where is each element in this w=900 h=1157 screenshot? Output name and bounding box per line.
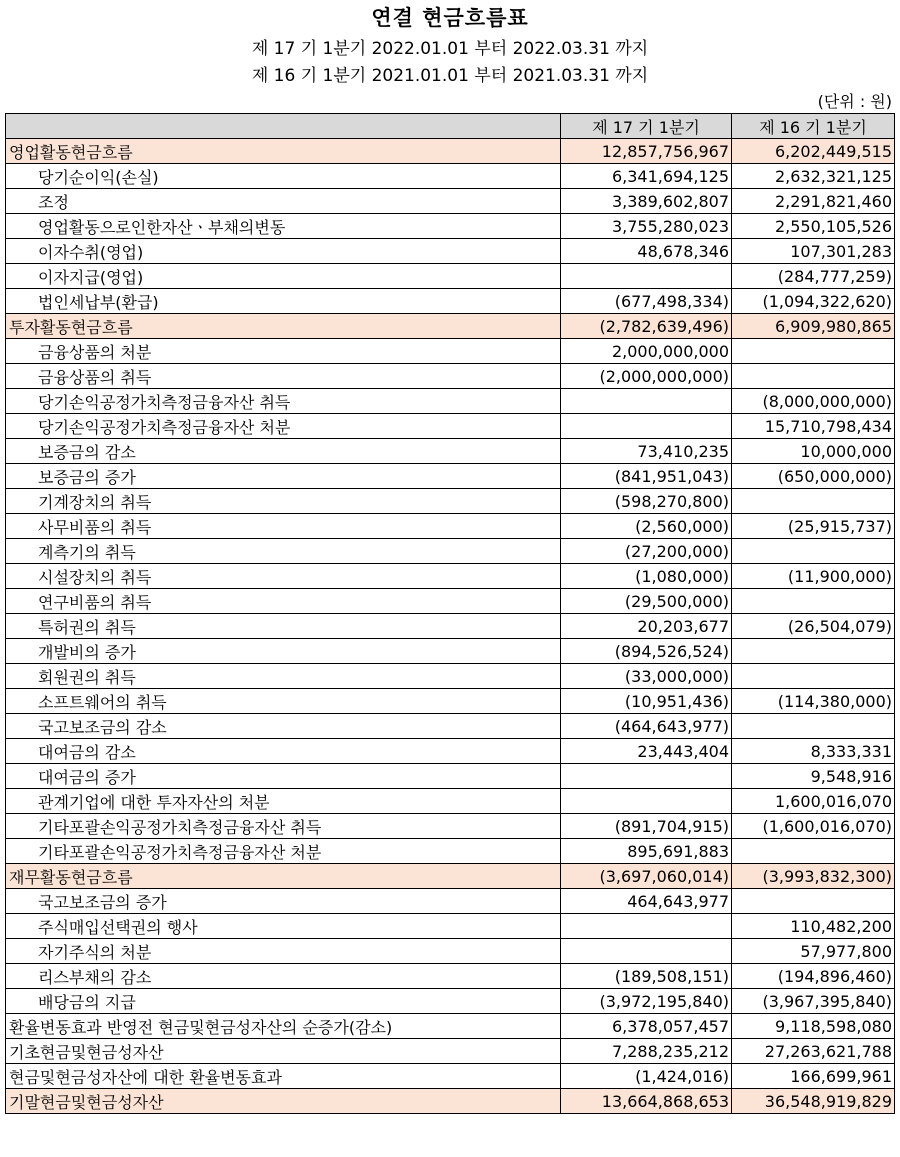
table-row <box>6 339 895 364</box>
row-prior-value <box>732 339 895 364</box>
row-current-value <box>561 914 732 939</box>
row-prior-value: (3,993,832,300) <box>732 864 895 889</box>
row-current-value: 895,691,883 <box>561 839 732 864</box>
row-prior-value: (3,967,395,840) <box>732 989 895 1014</box>
row-prior-value: (1,094,322,620) <box>732 289 895 314</box>
row-current-value: 12,857,756,967 <box>561 139 732 164</box>
row-current-value: (3,972,195,840) <box>561 989 732 1014</box>
row-prior-value <box>732 589 895 614</box>
row-current-value: (2,782,639,496) <box>561 314 732 339</box>
row-label: 국고보조금의 증가 <box>6 889 561 914</box>
row-current-value: (2,000,000,000) <box>561 364 732 389</box>
row-current-value: (29,500,000) <box>561 589 732 614</box>
row-prior-value <box>732 714 895 739</box>
row-label: 투자활동현금흐름 <box>6 314 561 339</box>
cash-flow-table <box>5 113 895 1114</box>
table-row <box>6 864 895 889</box>
table-row <box>6 614 895 639</box>
row-label: 개발비의 증가 <box>6 639 561 664</box>
table-row <box>6 364 895 389</box>
row-label: 회원권의 취득 <box>6 664 561 689</box>
row-prior-value: 36,548,919,829 <box>732 1089 895 1114</box>
row-current-value: 7,288,235,212 <box>561 1039 732 1064</box>
table-row <box>6 289 895 314</box>
unit-label: (단위 : 원) <box>817 92 892 111</box>
row-current-value: 6,378,057,457 <box>561 1014 732 1039</box>
table-body <box>6 139 895 1114</box>
row-label: 법인세납부(환급) <box>6 289 561 314</box>
table-row <box>6 814 895 839</box>
row-current-value: 73,410,235 <box>561 439 732 464</box>
table-row <box>6 889 895 914</box>
table-header-row <box>6 114 895 139</box>
row-prior-value: 107,301,283 <box>732 239 895 264</box>
row-label: 금융상품의 처분 <box>6 339 561 364</box>
row-current-value: (1,080,000) <box>561 564 732 589</box>
row-prior-value: 15,710,798,434 <box>732 414 895 439</box>
row-current-value <box>561 414 732 439</box>
row-current-value: (677,498,334) <box>561 289 732 314</box>
row-prior-value <box>732 489 895 514</box>
row-prior-value: 2,291,821,460 <box>732 189 895 214</box>
row-current-value: 6,341,694,125 <box>561 164 732 189</box>
row-prior-value: 166,699,961 <box>732 1064 895 1089</box>
row-prior-value <box>732 364 895 389</box>
row-prior-value: 8,333,331 <box>732 739 895 764</box>
table-row <box>6 914 895 939</box>
row-current-value: (464,643,977) <box>561 714 732 739</box>
table-row <box>6 514 895 539</box>
row-label: 이자지급(영업) <box>6 264 561 289</box>
row-prior-value: 6,202,449,515 <box>732 139 895 164</box>
row-label: 기타포괄손익공정가치측정금융자산 취득 <box>6 814 561 839</box>
header-current-period: 제 17 기 1분기 <box>561 114 732 139</box>
row-current-value: 464,643,977 <box>561 889 732 914</box>
row-label: 주식매입선택권의 행사 <box>6 914 561 939</box>
row-label: 계측기의 취득 <box>6 539 561 564</box>
table-row <box>6 414 895 439</box>
table-row <box>6 589 895 614</box>
table-row <box>6 1064 895 1089</box>
row-current-value: (891,704,915) <box>561 814 732 839</box>
row-prior-value <box>732 539 895 564</box>
header-label-cell <box>6 114 561 139</box>
row-label: 보증금의 감소 <box>6 439 561 464</box>
row-label: 사무비품의 취득 <box>6 514 561 539</box>
row-label: 현금및현금성자산에 대한 환율변동효과 <box>6 1064 561 1089</box>
row-label: 영업활동으로인한자산ㆍ부채의변동 <box>6 214 561 239</box>
table-row <box>6 1089 895 1114</box>
table-row <box>6 639 895 664</box>
row-label: 조정 <box>6 189 561 214</box>
table-row <box>6 314 895 339</box>
row-label: 이자수취(영업) <box>6 239 561 264</box>
row-label: 당기손익공정가치측정금융자산 취득 <box>6 389 561 414</box>
row-current-value: 13,664,868,653 <box>561 1089 732 1114</box>
row-prior-value: 27,263,621,788 <box>732 1039 895 1064</box>
row-label: 기말현금및현금성자산 <box>6 1089 561 1114</box>
row-label: 당기순이익(손실) <box>6 164 561 189</box>
row-label: 리스부채의 감소 <box>6 964 561 989</box>
table-row <box>6 1039 895 1064</box>
table-row <box>6 789 895 814</box>
row-prior-value <box>732 639 895 664</box>
row-label: 영업활동현금흐름 <box>6 139 561 164</box>
row-current-value <box>561 789 732 814</box>
row-prior-value: (284,777,259) <box>732 264 895 289</box>
row-prior-value: 1,600,016,070 <box>732 789 895 814</box>
table-row <box>6 264 895 289</box>
row-label: 보증금의 증가 <box>6 464 561 489</box>
row-prior-value: (1,600,016,070) <box>732 814 895 839</box>
table-row <box>6 389 895 414</box>
row-prior-value: (194,896,460) <box>732 964 895 989</box>
table-row <box>6 764 895 789</box>
table-row <box>6 664 895 689</box>
statement-title: 연결 현금흐름표 <box>371 6 529 30</box>
row-prior-value: 57,977,800 <box>732 939 895 964</box>
table-row <box>6 564 895 589</box>
row-current-value <box>561 939 732 964</box>
row-label: 대여금의 증가 <box>6 764 561 789</box>
table-row <box>6 489 895 514</box>
row-prior-value: 110,482,200 <box>732 914 895 939</box>
row-prior-value: 10,000,000 <box>732 439 895 464</box>
row-prior-value: (8,000,000,000) <box>732 389 895 414</box>
row-current-value: (33,000,000) <box>561 664 732 689</box>
row-current-value: (3,697,060,014) <box>561 864 732 889</box>
row-prior-value: (114,380,000) <box>732 689 895 714</box>
row-current-value: (598,270,800) <box>561 489 732 514</box>
row-label: 기타포괄손익공정가치측정금융자산 처분 <box>6 839 561 864</box>
row-prior-value: 9,118,598,080 <box>732 1014 895 1039</box>
row-current-value: (189,508,151) <box>561 964 732 989</box>
row-label: 환율변동효과 반영전 현금및현금성자산의 순증가(감소) <box>6 1014 561 1039</box>
row-label: 소프트웨어의 취득 <box>6 689 561 714</box>
table-row <box>6 989 895 1014</box>
period-current: 제 17 기 1분기 2022.01.01 부터 2022.03.31 까지 <box>251 39 649 59</box>
row-prior-value <box>732 664 895 689</box>
row-current-value: (841,951,043) <box>561 464 732 489</box>
row-label: 관계기업에 대한 투자자산의 처분 <box>6 789 561 814</box>
row-label: 자기주식의 처분 <box>6 939 561 964</box>
row-prior-value <box>732 889 895 914</box>
row-label: 시설장치의 취득 <box>6 564 561 589</box>
row-current-value: (2,560,000) <box>561 514 732 539</box>
row-prior-value: (11,900,000) <box>732 564 895 589</box>
row-label: 재무활동현금흐름 <box>6 864 561 889</box>
table-row <box>6 964 895 989</box>
table-row <box>6 839 895 864</box>
row-label: 특허권의 취득 <box>6 614 561 639</box>
row-label: 배당금의 지급 <box>6 989 561 1014</box>
row-prior-value: 2,632,321,125 <box>732 164 895 189</box>
period-prior: 제 16 기 1분기 2021.01.01 부터 2021.03.31 까지 <box>251 66 649 86</box>
row-prior-value: (26,504,079) <box>732 614 895 639</box>
row-label: 대여금의 감소 <box>6 739 561 764</box>
row-prior-value: (25,915,737) <box>732 514 895 539</box>
row-current-value <box>561 389 732 414</box>
header-prior-period: 제 16 기 1분기 <box>732 114 895 139</box>
row-label: 기계장치의 취득 <box>6 489 561 514</box>
table-row <box>6 539 895 564</box>
table-row <box>6 164 895 189</box>
row-current-value: 3,389,602,807 <box>561 189 732 214</box>
row-current-value: (27,200,000) <box>561 539 732 564</box>
table-row <box>6 189 895 214</box>
row-label: 연구비품의 취득 <box>6 589 561 614</box>
row-current-value: 2,000,000,000 <box>561 339 732 364</box>
table-row <box>6 739 895 764</box>
table-row <box>6 214 895 239</box>
row-current-value: 48,678,346 <box>561 239 732 264</box>
table-row <box>6 439 895 464</box>
row-label: 기초현금및현금성자산 <box>6 1039 561 1064</box>
table-row <box>6 939 895 964</box>
row-current-value: (10,951,436) <box>561 689 732 714</box>
row-prior-value: 2,550,105,526 <box>732 214 895 239</box>
row-prior-value: (650,000,000) <box>732 464 895 489</box>
table-row <box>6 139 895 164</box>
row-label: 국고보조금의 감소 <box>6 714 561 739</box>
row-prior-value: 9,548,916 <box>732 764 895 789</box>
row-current-value <box>561 264 732 289</box>
row-current-value: 20,203,677 <box>561 614 732 639</box>
table-row <box>6 714 895 739</box>
table-row <box>6 689 895 714</box>
row-current-value: 3,755,280,023 <box>561 214 732 239</box>
row-label: 당기손익공정가치측정금융자산 처분 <box>6 414 561 439</box>
table-row <box>6 464 895 489</box>
row-current-value <box>561 764 732 789</box>
row-prior-value: 6,909,980,865 <box>732 314 895 339</box>
table-row <box>6 1014 895 1039</box>
row-current-value: (894,526,524) <box>561 639 732 664</box>
row-current-value: 23,443,404 <box>561 739 732 764</box>
row-prior-value <box>732 839 895 864</box>
row-current-value: (1,424,016) <box>561 1064 732 1089</box>
row-label: 금융상품의 취득 <box>6 364 561 389</box>
table-row <box>6 239 895 264</box>
